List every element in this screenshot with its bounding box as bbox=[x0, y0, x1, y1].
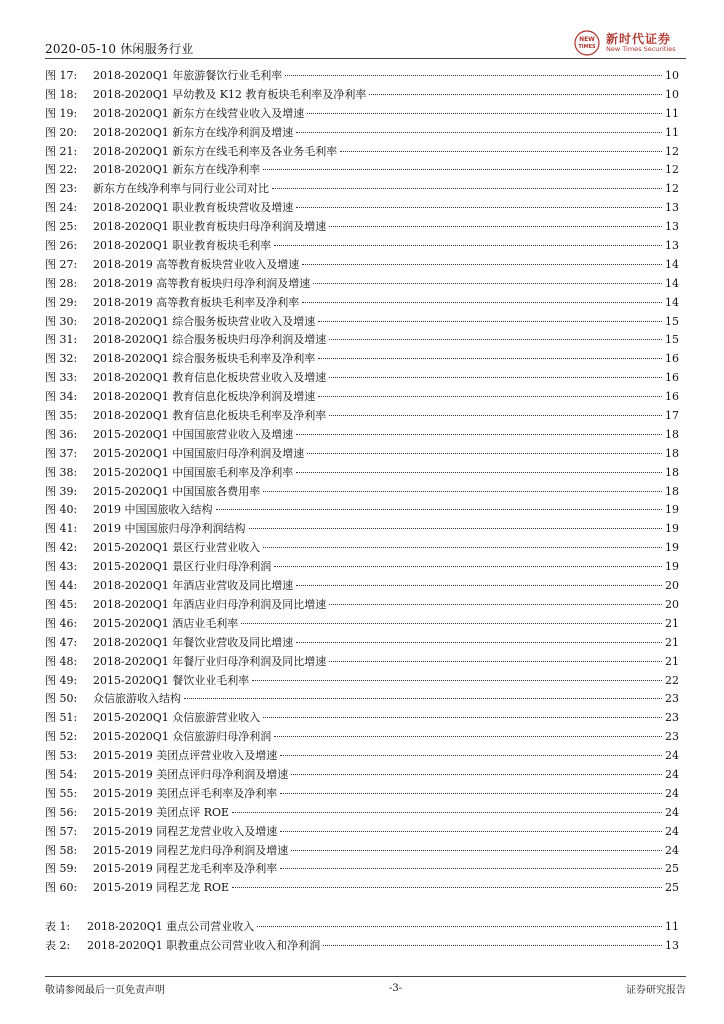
entry-label: 图 41: bbox=[45, 522, 78, 536]
dot-leader bbox=[280, 831, 662, 832]
dot-leader bbox=[232, 887, 662, 888]
dot-leader bbox=[318, 358, 662, 359]
entry-title: 2015-2020Q1 酒店业毛利率 bbox=[93, 616, 239, 630]
entry-title: 2015-2019 同程艺龙毛利率及净利率 bbox=[93, 862, 278, 876]
entry-page-number: 19 bbox=[665, 541, 679, 555]
entry-label: 图 20: bbox=[45, 125, 78, 139]
entry-label: 图 25: bbox=[45, 220, 78, 234]
entry-label: 图 43: bbox=[45, 560, 78, 574]
entry-title: 2018-2020Q1 综合服务板块归母净利润及增速 bbox=[93, 333, 327, 347]
dot-leader bbox=[249, 528, 663, 529]
entry-page-number: 14 bbox=[665, 276, 679, 290]
figure-index-entry[interactable] bbox=[45, 690, 679, 709]
entry-title: 2015-2019 美团点评归母净利润及增速 bbox=[93, 767, 289, 781]
dot-leader bbox=[329, 604, 662, 605]
entry-page-number: 24 bbox=[665, 824, 679, 838]
header-divider bbox=[45, 58, 686, 59]
table-index-entry[interactable] bbox=[45, 918, 679, 937]
figure-index-entry[interactable] bbox=[45, 426, 679, 445]
dot-leader bbox=[274, 566, 662, 567]
entry-title: 2015-2019 同程艺龙归母净利润及增速 bbox=[93, 843, 289, 857]
dot-leader bbox=[329, 226, 662, 227]
entry-page-number: 13 bbox=[665, 239, 679, 253]
entry-page-number: 12 bbox=[665, 182, 679, 196]
dot-leader bbox=[184, 698, 662, 699]
dot-leader bbox=[329, 661, 662, 662]
entry-title: 2015-2020Q1 中国国旅归母净利润及增速 bbox=[93, 446, 305, 460]
entry-page-number: 21 bbox=[665, 616, 679, 630]
dot-leader bbox=[313, 283, 662, 284]
entry-title: 2015-2020Q1 众信旅游归母净利润 bbox=[93, 730, 272, 744]
figure-index-entry[interactable] bbox=[45, 350, 679, 369]
entry-label: 图 30: bbox=[45, 314, 78, 328]
entry-label: 图 40: bbox=[45, 503, 78, 517]
figure-index-entry[interactable] bbox=[45, 653, 679, 672]
entry-title: 2018-2020Q1 教育信息化板块营业收入及增速 bbox=[93, 371, 327, 385]
figure-index-entry[interactable] bbox=[45, 143, 679, 162]
entry-title: 2018-2019 高等教育板块归母净利润及增速 bbox=[93, 276, 311, 290]
entry-title: 2019 中国国旅归母净利润结构 bbox=[93, 522, 246, 536]
figure-index-entry[interactable] bbox=[45, 275, 679, 294]
table-index-entry[interactable] bbox=[45, 937, 679, 956]
entry-title: 2018-2020Q1 新东方在线毛利率及各业务毛利率 bbox=[93, 144, 338, 158]
entry-page-number: 20 bbox=[665, 597, 679, 611]
entry-title: 2018-2020Q1 综合服务板块营业收入及增速 bbox=[93, 314, 316, 328]
entry-label: 图 42: bbox=[45, 541, 78, 555]
figure-index-entry[interactable] bbox=[45, 672, 679, 691]
entry-title: 2018-2020Q1 重点公司营业收入 bbox=[87, 920, 255, 933]
dot-leader bbox=[291, 774, 662, 775]
entry-page-number: 16 bbox=[665, 371, 679, 385]
entry-label: 图 53: bbox=[45, 749, 78, 763]
entry-page-number: 13 bbox=[665, 938, 679, 952]
entry-page-number: 21 bbox=[665, 635, 679, 649]
entry-title: 2018-2020Q1 新东方在线净利润及增速 bbox=[93, 125, 294, 139]
entry-page-number: 15 bbox=[665, 333, 679, 347]
figure-index-entry[interactable] bbox=[45, 539, 679, 558]
figure-index-entry[interactable] bbox=[45, 388, 679, 407]
entry-label: 图 29: bbox=[45, 295, 78, 309]
entry-label: 图 31: bbox=[45, 333, 78, 347]
entry-page-number: 24 bbox=[665, 749, 679, 763]
dot-leader bbox=[369, 94, 662, 95]
entry-page-number: 11 bbox=[665, 106, 679, 120]
figure-index-entry[interactable] bbox=[45, 520, 679, 539]
dot-leader bbox=[323, 945, 662, 946]
entry-label: 图 60: bbox=[45, 881, 78, 895]
entry-page-number: 19 bbox=[665, 503, 679, 517]
dot-leader bbox=[296, 207, 662, 208]
entry-page-number: 12 bbox=[665, 163, 679, 177]
entry-title: 2015-2019 同程艺龙营业收入及增速 bbox=[93, 824, 278, 838]
svg-text:NEW: NEW bbox=[579, 36, 595, 43]
entry-label: 图 21: bbox=[45, 144, 78, 158]
entry-label: 图 58: bbox=[45, 843, 78, 857]
figure-index-entry[interactable] bbox=[45, 634, 679, 653]
entry-label: 图 44: bbox=[45, 579, 78, 593]
entry-label: 图 57: bbox=[45, 824, 78, 838]
svg-text:TIMES: TIMES bbox=[578, 44, 596, 50]
entry-label: 图 35: bbox=[45, 409, 78, 423]
entry-label: 图 33: bbox=[45, 371, 78, 385]
entry-label: 表 2: bbox=[45, 938, 71, 952]
entry-label: 图 46: bbox=[45, 616, 78, 630]
entry-page-number: 10 bbox=[665, 87, 679, 101]
entry-title: 2018-2019 高等教育板块营业收入及增速 bbox=[93, 257, 300, 271]
entry-page-number: 16 bbox=[665, 352, 679, 366]
entry-page-number: 19 bbox=[665, 522, 679, 536]
entry-page-number: 18 bbox=[665, 465, 679, 479]
figure-index-entry[interactable] bbox=[45, 369, 679, 388]
figure-index-entry[interactable] bbox=[45, 124, 679, 143]
entry-title: 2018-2020Q1 新东方在线营业收入及增速 bbox=[93, 106, 305, 120]
entry-page-number: 13 bbox=[665, 201, 679, 215]
entry-title: 2015-2019 美团点评营业收入及增速 bbox=[93, 749, 278, 763]
entry-label: 图 17: bbox=[45, 69, 78, 82]
dot-leader bbox=[232, 812, 662, 813]
figure-index-entry[interactable] bbox=[45, 218, 679, 237]
entry-label: 图 19: bbox=[45, 106, 78, 120]
dot-leader bbox=[329, 339, 662, 340]
entry-title: 2015-2020Q1 餐饮业业毛利率 bbox=[93, 673, 250, 687]
entry-title: 2015-2019 美团点评 ROE bbox=[93, 805, 230, 819]
dot-leader bbox=[274, 736, 662, 737]
entry-title: 2018-2020Q1 年旅游餐饮行业毛利率 bbox=[93, 69, 283, 82]
dot-leader bbox=[252, 680, 662, 681]
logo-english-name: New Times Securities bbox=[606, 45, 676, 53]
figure-index-entry[interactable] bbox=[45, 199, 679, 218]
figure-index-entry[interactable] bbox=[45, 237, 679, 256]
dot-leader bbox=[302, 264, 662, 265]
figure-index-entry[interactable] bbox=[45, 464, 679, 483]
figure-index-entry[interactable] bbox=[45, 161, 679, 180]
dot-leader bbox=[318, 321, 662, 322]
entry-page-number: 19 bbox=[665, 560, 679, 574]
dot-leader bbox=[340, 151, 662, 152]
entry-page-number: 24 bbox=[665, 786, 679, 800]
figure-index-entry[interactable] bbox=[45, 105, 679, 124]
entry-page-number: 11 bbox=[665, 125, 679, 139]
entry-title: 2015-2020Q1 景区行业归母净利润 bbox=[93, 560, 272, 574]
dot-leader bbox=[296, 434, 662, 435]
entry-page-number: 20 bbox=[665, 579, 679, 593]
dot-leader bbox=[280, 755, 662, 756]
dot-leader bbox=[307, 113, 662, 114]
entry-page-number: 21 bbox=[665, 654, 679, 668]
entry-label: 图 24: bbox=[45, 201, 78, 215]
dot-leader bbox=[263, 169, 662, 170]
entry-title: 2018-2020Q1 新东方在线净利率 bbox=[93, 163, 261, 177]
footer-divider bbox=[45, 976, 686, 977]
entry-title: 2015-2020Q1 中国国旅各费用率 bbox=[93, 484, 261, 498]
entry-label: 图 22: bbox=[45, 163, 78, 177]
figure-index-list bbox=[45, 67, 679, 898]
entry-label: 表 1: bbox=[45, 920, 71, 933]
figure-index-entry[interactable] bbox=[45, 558, 679, 577]
entry-title: 众信旅游收入结构 bbox=[93, 692, 181, 706]
figure-index-entry[interactable] bbox=[45, 445, 679, 464]
entry-label: 图 59: bbox=[45, 862, 78, 876]
entry-label: 图 23: bbox=[45, 182, 78, 196]
entry-page-number: 11 bbox=[665, 920, 679, 933]
entry-label: 图 49: bbox=[45, 673, 78, 687]
footer-disclaimer: 敬请参阅最后一页免责声明 bbox=[45, 984, 165, 996]
entry-page-number: 12 bbox=[665, 144, 679, 158]
figure-index-entry[interactable] bbox=[45, 294, 679, 313]
dot-leader bbox=[291, 850, 662, 851]
entry-page-number: 18 bbox=[665, 484, 679, 498]
entry-page-number: 17 bbox=[665, 409, 679, 423]
entry-label: 图 45: bbox=[45, 597, 78, 611]
entry-label: 图 34: bbox=[45, 390, 78, 404]
figure-index-entry[interactable] bbox=[45, 823, 679, 842]
dot-leader bbox=[285, 75, 662, 76]
page-footer bbox=[45, 980, 686, 996]
entry-label: 图 54: bbox=[45, 767, 78, 781]
dot-leader bbox=[263, 491, 662, 492]
entry-label: 图 28: bbox=[45, 276, 78, 290]
entry-label: 图 18: bbox=[45, 87, 78, 101]
entry-label: 图 56: bbox=[45, 805, 78, 819]
entry-label: 图 38: bbox=[45, 465, 78, 479]
entry-page-number: 23 bbox=[665, 692, 679, 706]
entry-page-number: 25 bbox=[665, 862, 679, 876]
entry-title: 新东方在线净利率与同行业公司对比 bbox=[93, 182, 269, 196]
entry-title: 2018-2020Q1 年酒店业归母净利润及同比增速 bbox=[93, 597, 327, 611]
figure-index-entry[interactable] bbox=[45, 804, 679, 823]
entry-label: 图 37: bbox=[45, 446, 78, 460]
dot-leader bbox=[263, 717, 662, 718]
entry-title: 2018-2020Q1 年酒店业营收及同比增速 bbox=[93, 579, 294, 593]
entry-page-number: 16 bbox=[665, 390, 679, 404]
dot-leader bbox=[257, 926, 662, 927]
figure-index-entry[interactable] bbox=[45, 331, 679, 350]
entry-title: 2018-2020Q1 职业教育板块归母净利润及增速 bbox=[93, 220, 327, 234]
dot-leader bbox=[329, 377, 662, 378]
entry-page-number: 24 bbox=[665, 843, 679, 857]
figure-index-entry[interactable] bbox=[45, 747, 679, 766]
figure-index-entry[interactable] bbox=[45, 842, 679, 861]
entry-page-number: 23 bbox=[665, 711, 679, 725]
entry-title: 2018-2020Q1 职业教育板块毛利率 bbox=[93, 239, 272, 253]
entry-page-number: 24 bbox=[665, 767, 679, 781]
figure-index-entry[interactable] bbox=[45, 180, 679, 199]
entry-page-number: 15 bbox=[665, 314, 679, 328]
dot-leader bbox=[318, 396, 662, 397]
entry-title: 2018-2020Q1 职教重点公司营业收入和净利润 bbox=[87, 938, 321, 952]
dot-leader bbox=[296, 472, 662, 473]
entry-page-number: 23 bbox=[665, 730, 679, 744]
figure-index-entry[interactable] bbox=[45, 785, 679, 804]
dot-leader bbox=[263, 547, 662, 548]
entry-label: 图 36: bbox=[45, 427, 78, 441]
entry-title: 2019 中国国旅收入结构 bbox=[93, 503, 213, 517]
entry-title: 2015-2019 美团点评毛利率及净利率 bbox=[93, 786, 278, 800]
figure-index-entry[interactable] bbox=[45, 615, 679, 634]
figure-index-entry[interactable] bbox=[45, 407, 679, 426]
header-date: 2020-05-10 休闲服务行业 bbox=[45, 42, 194, 56]
dot-leader bbox=[241, 623, 662, 624]
entry-label: 图 26: bbox=[45, 239, 78, 253]
figure-index-entry[interactable] bbox=[45, 86, 679, 105]
entry-label: 图 47: bbox=[45, 635, 78, 649]
entry-page-number: 14 bbox=[665, 295, 679, 309]
entry-label: 图 32: bbox=[45, 352, 78, 366]
figure-index-entry[interactable] bbox=[45, 879, 679, 898]
dot-leader bbox=[296, 642, 662, 643]
table-index-list bbox=[45, 918, 679, 956]
dot-leader bbox=[216, 509, 663, 510]
entry-label: 图 50: bbox=[45, 692, 78, 706]
figure-index-entry[interactable] bbox=[45, 766, 679, 785]
figure-index-entry[interactable] bbox=[45, 709, 679, 728]
entry-title: 2015-2020Q1 景区行业营业收入 bbox=[93, 541, 261, 555]
figure-index-entry[interactable] bbox=[45, 313, 679, 332]
entry-title: 2018-2020Q1 教育信息化板块毛利率及净利率 bbox=[93, 409, 327, 423]
entry-title: 2015-2019 同程艺龙 ROE bbox=[93, 881, 230, 895]
figure-index-entry[interactable] bbox=[45, 860, 679, 879]
entry-title: 2018-2019 高等教育板块毛利率及净利率 bbox=[93, 295, 300, 309]
entry-page-number: 10 bbox=[665, 69, 679, 82]
figure-index-entry[interactable] bbox=[45, 67, 679, 86]
entry-page-number: 24 bbox=[665, 805, 679, 819]
logo-badge-icon bbox=[574, 30, 602, 56]
entry-title: 2015-2020Q1 中国国旅营业收入及增速 bbox=[93, 427, 294, 441]
entry-label: 图 52: bbox=[45, 730, 78, 744]
dot-leader bbox=[296, 132, 662, 133]
dot-leader bbox=[329, 415, 662, 416]
footer-report-type: 证券研究报告 bbox=[626, 984, 686, 996]
dot-leader bbox=[307, 453, 662, 454]
entry-page-number: 18 bbox=[665, 446, 679, 460]
figure-index-entry[interactable] bbox=[45, 256, 679, 275]
entry-label: 图 55: bbox=[45, 786, 78, 800]
entry-title: 2018-2020Q1 年餐厅业归母净利润及同比增速 bbox=[93, 654, 327, 668]
figure-index-entry[interactable] bbox=[45, 501, 679, 520]
page-number: -3- bbox=[388, 982, 403, 994]
entry-page-number: 22 bbox=[665, 673, 679, 687]
figure-index-entry[interactable] bbox=[45, 483, 679, 502]
entry-label: 图 27: bbox=[45, 257, 78, 271]
figure-index-entry[interactable] bbox=[45, 728, 679, 747]
entry-title: 2018-2020Q1 年餐饮业营收及同比增速 bbox=[93, 635, 294, 649]
entry-page-number: 25 bbox=[665, 881, 679, 895]
dot-leader bbox=[272, 188, 662, 189]
dot-leader bbox=[280, 868, 662, 869]
entry-label: 图 51: bbox=[45, 711, 78, 725]
entry-page-number: 18 bbox=[665, 427, 679, 441]
dot-leader bbox=[280, 793, 662, 794]
entry-page-number: 14 bbox=[665, 257, 679, 271]
figure-index-entry[interactable] bbox=[45, 596, 679, 615]
entry-title: 2018-2020Q1 早幼教及 K12 教育板块毛利率及净利率 bbox=[93, 87, 367, 101]
entry-title: 2018-2020Q1 教育信息化板块净利润及增速 bbox=[93, 390, 316, 404]
dot-leader bbox=[274, 245, 662, 246]
company-logo bbox=[574, 30, 686, 56]
entry-label: 图 48: bbox=[45, 654, 78, 668]
entry-label: 图 39: bbox=[45, 484, 78, 498]
entry-title: 2015-2020Q1 中国国旅毛利率及净利率 bbox=[93, 465, 294, 479]
dot-leader bbox=[296, 585, 662, 586]
figure-index-entry[interactable] bbox=[45, 577, 679, 596]
entry-title: 2018-2020Q1 综合服务板块毛利率及净利率 bbox=[93, 352, 316, 366]
entry-page-number: 13 bbox=[665, 220, 679, 234]
entry-title: 2015-2020Q1 众信旅游营业收入 bbox=[93, 711, 261, 725]
dot-leader bbox=[302, 302, 662, 303]
logo-chinese-name: 新时代证券 bbox=[606, 32, 672, 46]
entry-title: 2018-2020Q1 职业教育板块营收及增速 bbox=[93, 201, 294, 215]
